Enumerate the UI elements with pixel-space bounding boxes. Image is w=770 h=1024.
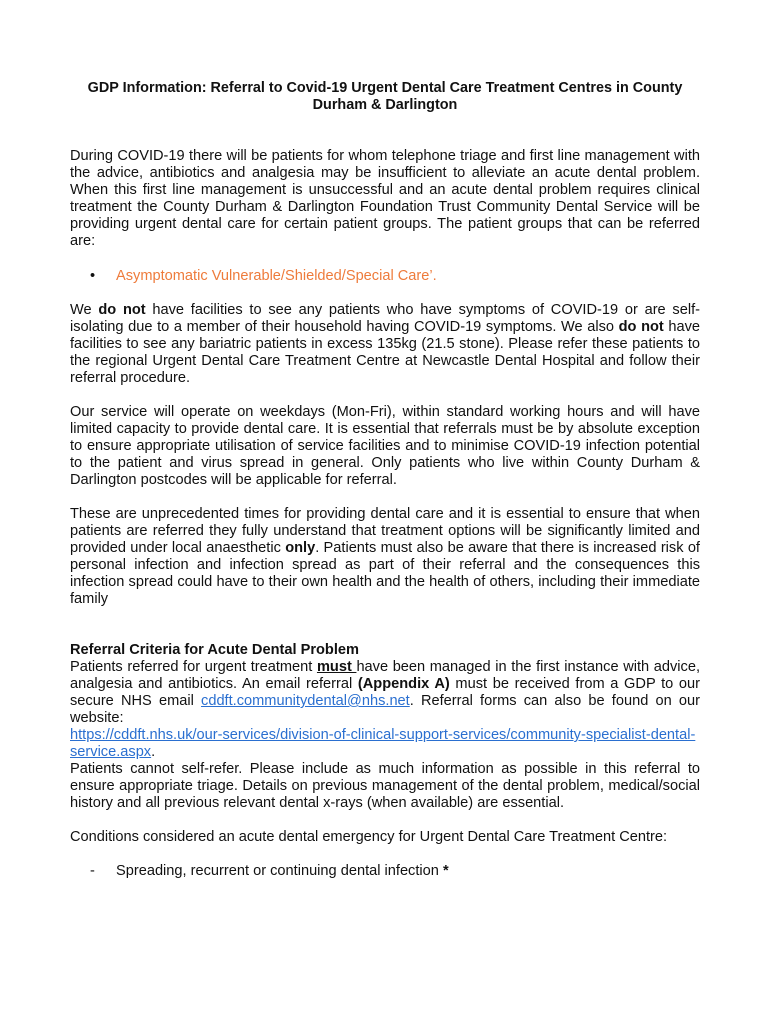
bold-text: do not — [618, 319, 664, 335]
self-refer-paragraph: Patients cannot self-refer. Please include as much information as possible in this referral to ensure appropriate triage. Details on previous management of the dental problem, medical/social history and all previous relevant dental x-rays (when available) are essential. — [70, 761, 700, 811]
exclusions-paragraph — [70, 302, 700, 387]
website-link[interactable]: https://cddft.nhs.uk/our-services/division-of-clinical-support-services/community-specialist-dental-service.aspx — [70, 727, 696, 760]
conditions-paragraph: Conditions considered an acute dental emergency for Urgent Dental Care Treatment Centre: — [70, 829, 668, 845]
text: We — [70, 302, 99, 318]
text: have facilities to see any bariatric patients in excess 135kg (21.5 stone). Please refer these patients to the regional Urgent Dental Care Treatment Centre at Newcastle Dental Hospital and follow their referral procedure. — [70, 319, 701, 386]
bold-text: do not — [98, 302, 146, 318]
bullet-icon: • — [90, 268, 96, 284]
criteria-paragraph — [70, 659, 700, 761]
service-hours-paragraph: Our service will operate on weekdays (Mon-Fri), within standard working hours and will have limited capacity to provide dental care. It is essential that referrals must be by absolute exception to ensure appropriate utilisation of service facilities and to minimise COVID-19 infection potential to the patient and virus spread in general. Only patients who live within County Durham & Darlington postcodes will be applicable for referral. — [70, 404, 700, 488]
heading-text: Referral Criteria for Acute Dental Problem — [70, 642, 359, 658]
dash-icon: - — [90, 863, 95, 879]
risk-paragraph — [70, 506, 700, 608]
email-link[interactable]: cddft.communitydental@nhs.net — [201, 693, 410, 709]
document-page — [70, 80, 700, 880]
text: Patients referred for urgent treatment — [70, 659, 317, 675]
text: have facilities to see any patients who have symptoms of COVID-19 or are self-isolating due to a member of their household having COVID-19 symptoms. We also — [70, 302, 700, 335]
text: must be received from a GDP to our secure NHS email — [70, 676, 700, 709]
criteria-heading — [70, 642, 700, 659]
patient-group-text: Asymptomatic Vulnerable/Shielded/Special Care’. — [116, 268, 437, 284]
document-title: GDP Information: Referral to Covid-19 Urgent Dental Care Treatment Centres in County Durham & Darlington — [87, 80, 683, 113]
patient-group-bullet — [70, 268, 700, 285]
intro-paragraph: During COVID-19 there will be patients for whom telephone triage and first line management with the advice, antibiotics and analgesia may be insufficient to alleviate an acute dental problem. When this first line management is unsuccessful and an acute dental problem requires clinical treatment the County Durham & Darlington Foundation Trust Community Dental Service will be providing urgent dental care for certain patient groups. The patient groups that can be referred are: — [70, 148, 700, 249]
bold-text: only — [285, 540, 316, 556]
condition-list-item — [70, 863, 700, 880]
text: . Patients must also be aware that there is increased risk of personal infection and infection spread as part of their referral and the consequences this infection spread could have to their own health and the health of others, including their immediate family — [70, 540, 700, 607]
text: . — [151, 744, 156, 760]
condition-text: Spreading, recurrent or continuing dental infection — [116, 863, 443, 879]
text: These are unprecedented times for providing dental care and it is essential to ensure that when patients are referred they fully understand that treatment options will be significantly limited and provided under local anaesthetic — [70, 506, 700, 556]
asterisk: * — [442, 863, 449, 879]
text: . Referral forms can also be found on our website: — [70, 693, 700, 726]
text: have been managed in the first instance with advice, analgesia and antibiotics. An email referral — [70, 659, 700, 692]
bold-text: (Appendix A) — [357, 676, 450, 692]
underlined-bold-text: must — [316, 659, 357, 675]
